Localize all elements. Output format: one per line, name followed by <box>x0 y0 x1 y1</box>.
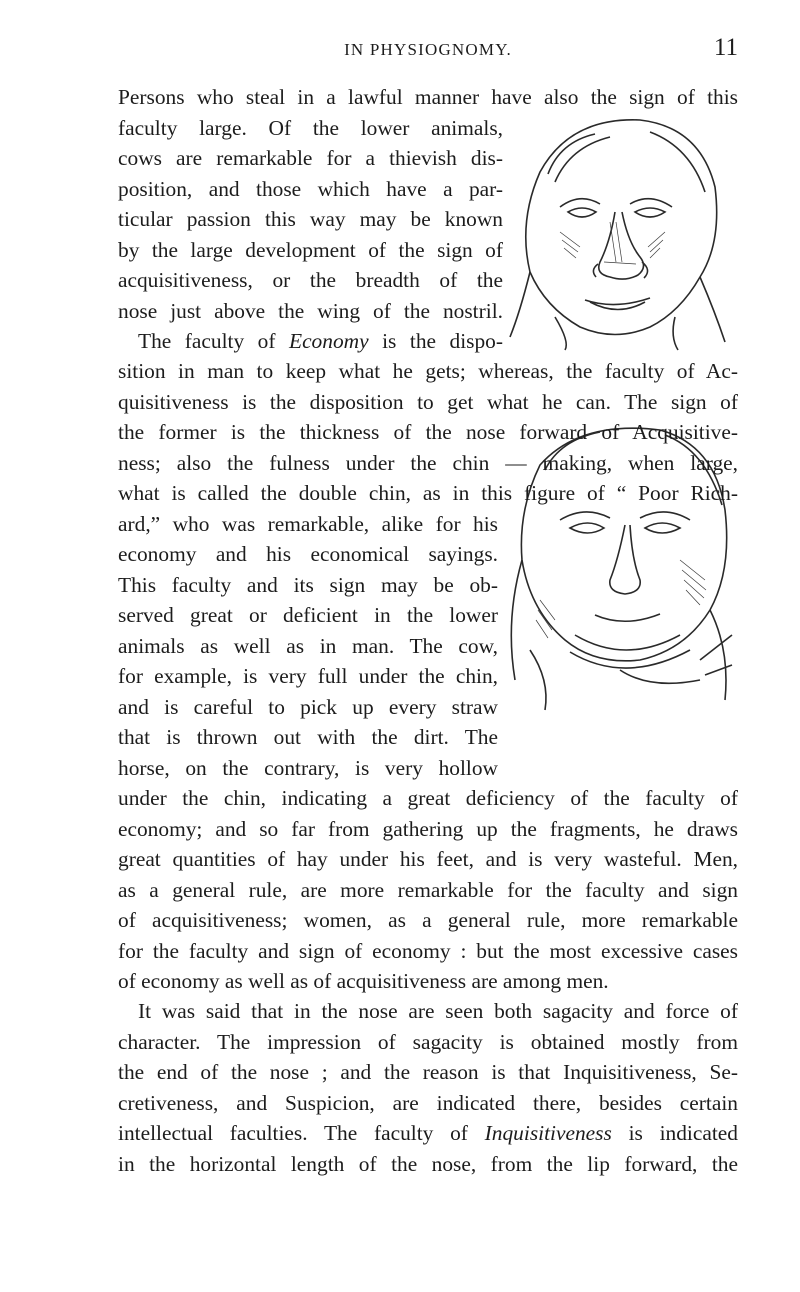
text-line: great quantities of hay under his feet, and is very wasteful. Men, <box>118 847 738 871</box>
text-line: faculty large. Of the lower animals, <box>118 115 503 140</box>
text-line: animals as well as in man. The cow, <box>118 633 498 658</box>
running-title: IN PHYSIOGNOMY. <box>344 40 512 59</box>
text-line: that is thrown out with the dirt. The <box>118 725 498 749</box>
text-line: of acquisitiveness; women, as a general rule, more remarkable <box>118 908 738 932</box>
text-line <box>118 326 503 357</box>
text-line: ticular passion this way may be known <box>118 207 503 231</box>
paragraph-3 <box>118 996 738 1179</box>
text-line: ard,” who was remarkable, alike for his <box>118 511 498 536</box>
text-line: position, and those which have a par- <box>118 176 503 201</box>
text-line <box>118 1118 738 1149</box>
text-line: economy; and so far from gathering up the fragments, he draws <box>118 816 738 841</box>
page-number: 11 <box>713 34 738 61</box>
running-head <box>118 34 738 64</box>
text-line: economy and his economical sayings. <box>118 542 498 566</box>
text-line: and is careful to pick up every straw <box>118 694 498 719</box>
emphasis-inquisitiveness: Inquisitiveness <box>484 1121 612 1145</box>
text-line: nose just above the wing of the nostril. <box>118 298 503 323</box>
text-line: character. The impression of sagacity is obtained mostly from <box>118 1029 738 1054</box>
paragraph-2 <box>118 356 738 997</box>
text-line: quisitiveness is the disposition to get what he can. The sign of <box>118 389 738 414</box>
text-line: sition in man to keep what he gets; whereas, the faculty of Ac- <box>118 359 738 383</box>
text-line: acquisitiveness, or the breadth of the <box>118 268 503 292</box>
text-line: This faculty and its sign may be ob- <box>118 572 498 597</box>
text-fragment: The faculty of <box>138 329 289 353</box>
text-line: for the faculty and sign of economy : but the most excessive cases <box>118 938 738 963</box>
text-line: ness; also the fulness under the chin — making, when large, <box>118 450 738 475</box>
text-fragment: is the dispo- <box>368 329 503 353</box>
text-fragment: is indicated <box>611 1121 738 1145</box>
text-line: for example, is very full under the chin, <box>118 664 498 688</box>
emphasis-economy: Economy <box>289 329 369 353</box>
text-line: under the chin, indicating a great deficiency of the faculty of <box>118 786 738 810</box>
text-line: served great or deficient in the lower <box>118 603 498 627</box>
text-line: It was said that in the nose are seen both sagacity and force of <box>138 999 738 1023</box>
text-line: cows are remarkable for a thievish dis- <box>118 146 503 170</box>
text-line: horse, on the contrary, is very hollow <box>118 755 498 780</box>
text-line: of economy as well as of acquisitiveness are among men. <box>118 969 609 993</box>
text-fragment: intellectual faculties. The faculty of <box>118 1121 485 1145</box>
text-line: the end of the nose ; and the reason is that Inquisitiveness, Se- <box>118 1060 738 1084</box>
text-line: in the horizontal length of the nose, from the lip forward, the <box>118 1151 738 1176</box>
text-line: as a general rule, are more remarkable for the faculty and sign <box>118 877 738 902</box>
text-line: what is called the double chin, as in this figure of “ Poor Rich- <box>118 481 738 505</box>
text-line: the former is the thickness of the nose forward of Acquisitive- <box>118 420 738 444</box>
text-line: Persons who steal in a lawful manner have also the sign of this <box>118 85 738 109</box>
text-line: cretiveness, and Suspicion, are indicated there, besides certain <box>118 1090 738 1115</box>
text-line: by the large development of the sign of <box>118 237 503 262</box>
paragraph-1 <box>118 82 738 357</box>
